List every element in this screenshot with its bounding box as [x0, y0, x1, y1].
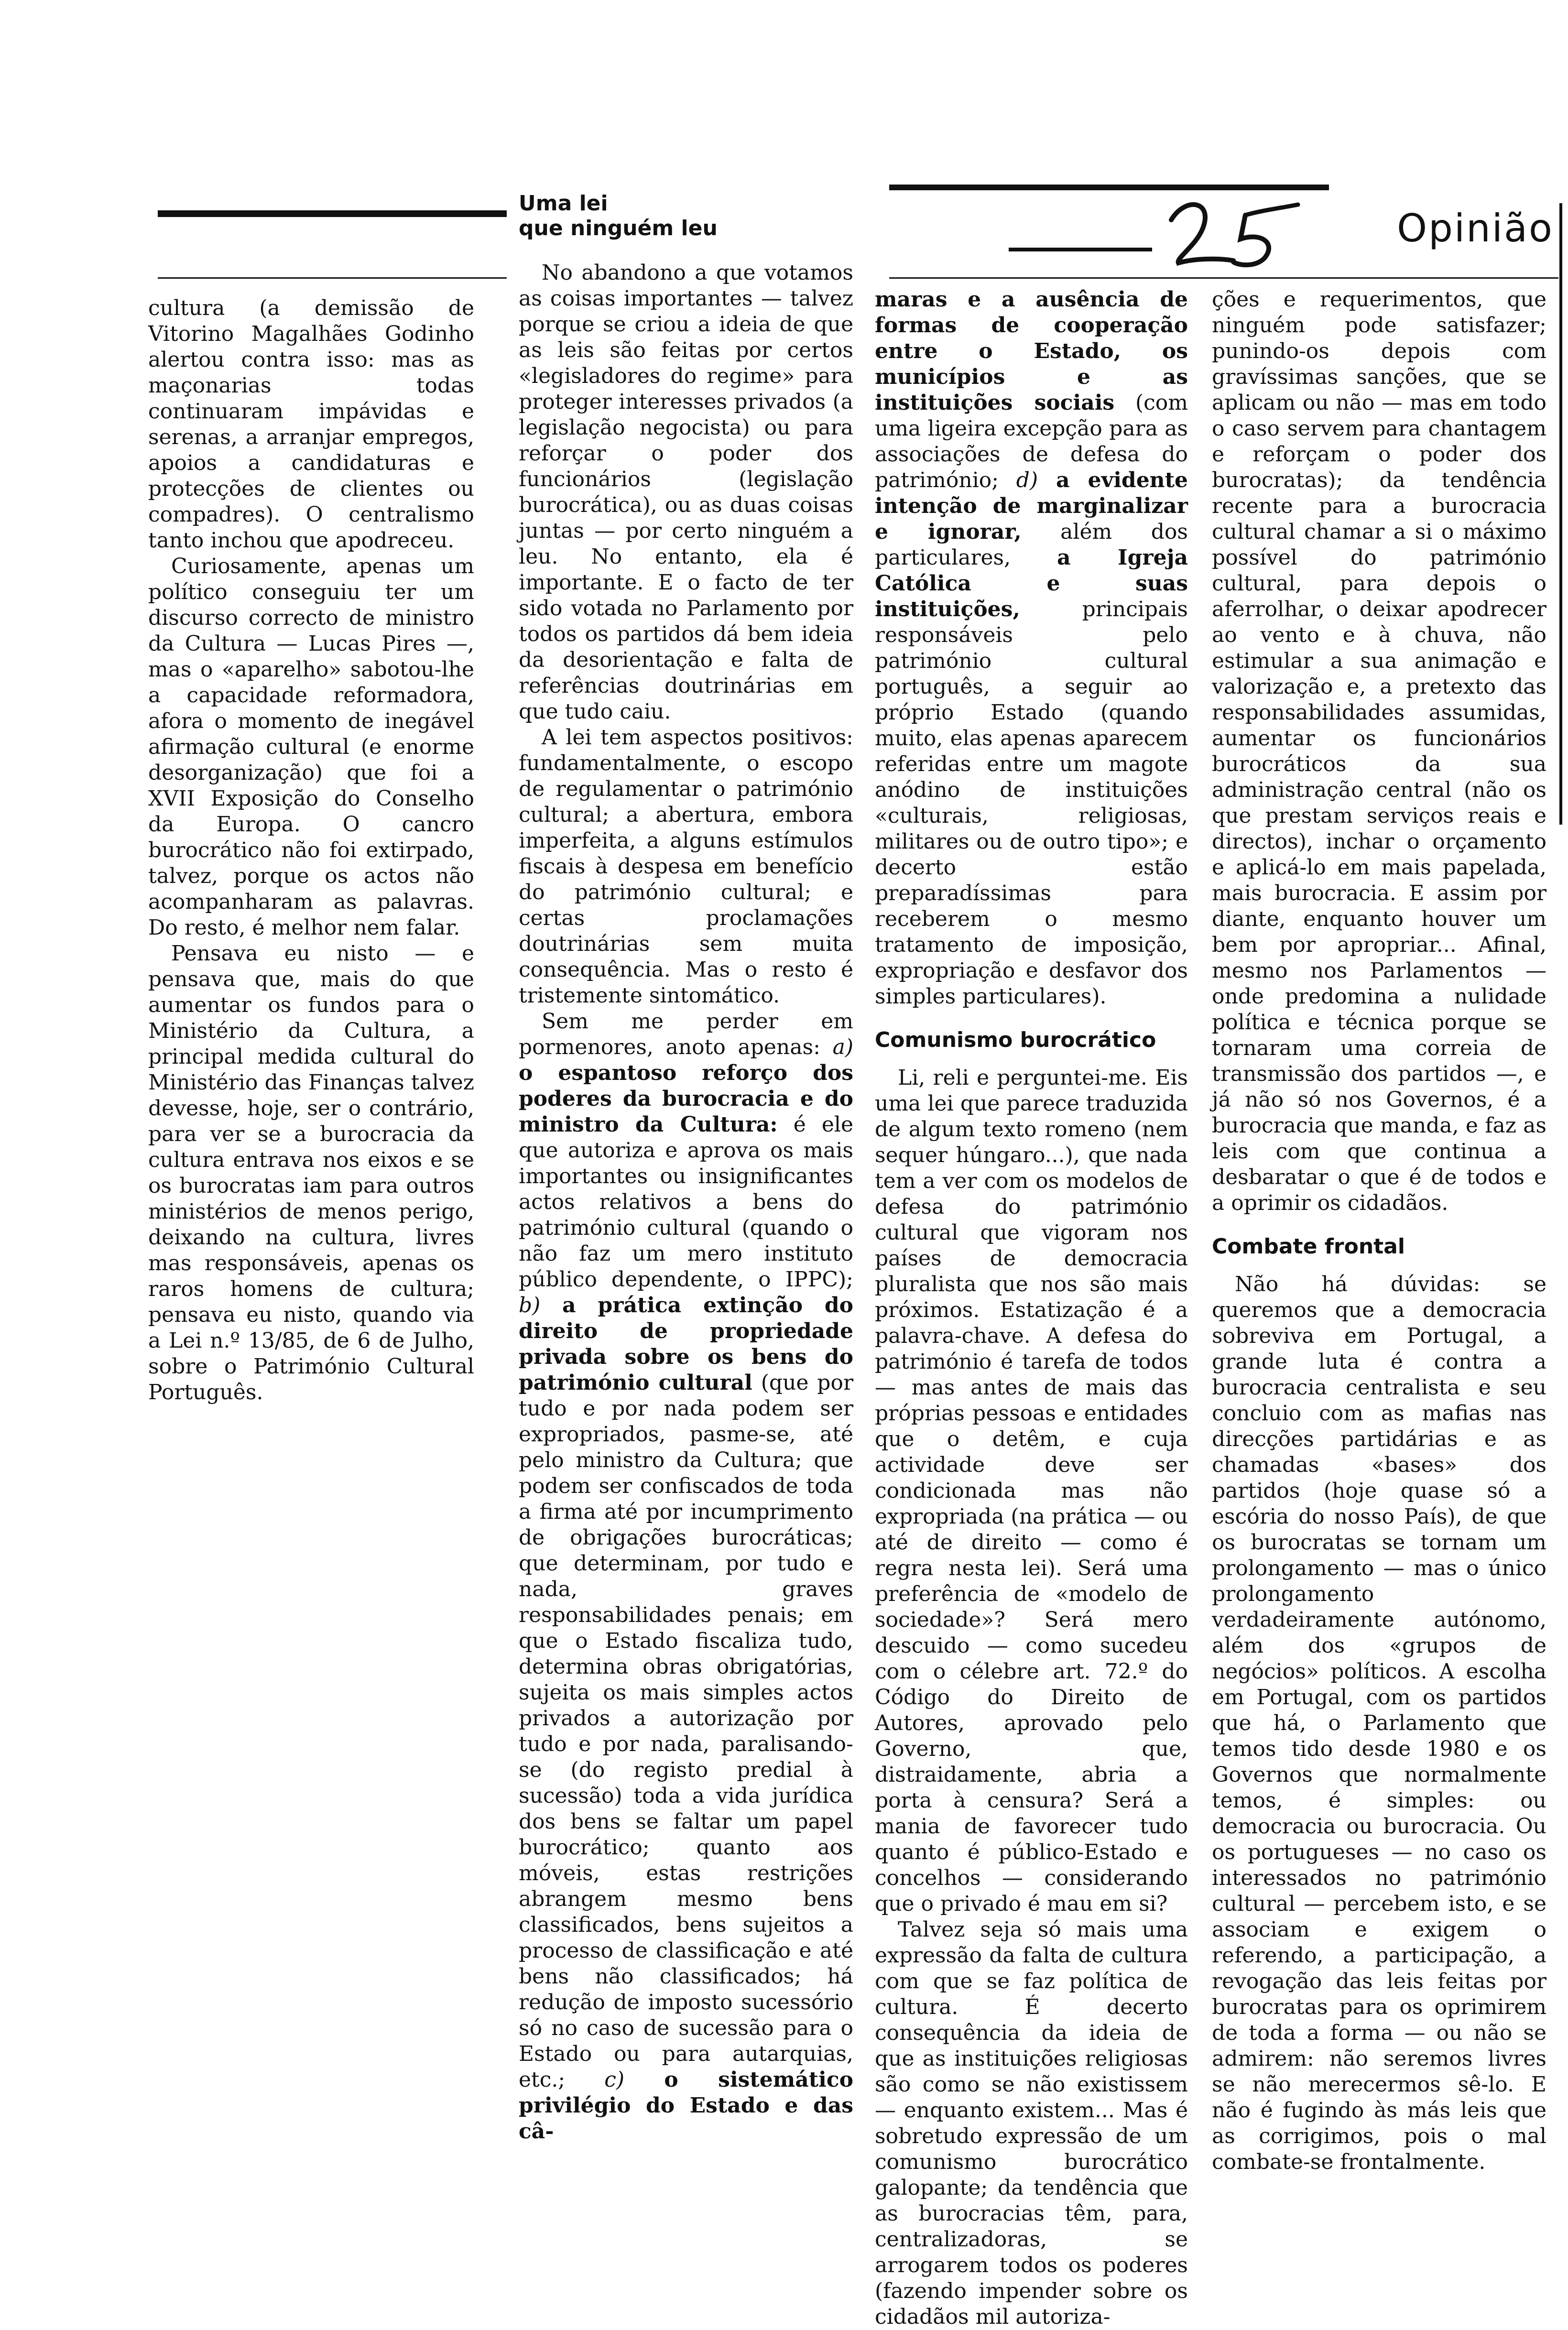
handwritten-page-number [1157, 186, 1300, 272]
section-divider [1559, 203, 1562, 825]
col3-p1-bold-f: a Igreja Católica e suas instituições, [875, 545, 1188, 621]
col3-p1-bold-d: a evidente intenção de marginalizar e ignorar, [875, 468, 1188, 544]
section-title: Opinião [1397, 206, 1554, 250]
header-thin-rule-right [889, 277, 1558, 279]
col2-paragraph-1: No abandono a que votamos as coisas importantes — talvez porque se criou a ideia de que as leis são feitas por certos «legisladores do regime» para proteger interesses privados (a legislação negocista) ou para reforçar o poder dos funcionários (legislação burocrática), ou as duas coisas juntas — por certo ninguém a leu. No entanto, ela é importante. E o facto de ter sido votada no Parlamento por todos os partidos dá bem ideia da desorientação e falta de referências doutrinárias em que tudo caiu. [519, 261, 853, 724]
col2-p3-text-c: é ele que autoriza e aprova os mais importantes ou insignificantes actos relativos a bens do património cultural (quando o não faz um mero instituto público dependente, o IPPC); [519, 1112, 853, 1292]
column-1 [148, 295, 474, 1405]
col3-p1-text-e: além dos particulares, [875, 520, 1188, 570]
col2-paragraph-2: A lei tem aspectos positivos: fundamentalmente, o escopo de regulamentar o património cultural; a abertura, embora imperfeita, a alguns estímulos fiscais à despesa em benefício do património cultural; e certas proclamações doutrinárias sem muita consequência. Mas o resto é tristemente sintomático. [519, 725, 853, 1008]
col3-paragraph-2: Li, reli e perguntei-me. Eis uma lei que parece traduzida de algum texto romeno (nem sequer húngaro...), que nada tem a ver com os modelos de defesa do património cultural que vigoram nos países de democracia pluralista que nos são mais próximos. Estatização é a palavra-chave. A defesa do património é tarefa de todos — mas antes de mais das próprias pessoas e entidades que o detêm, e cuja actividade deve ser condicionada mas não expropriada (na prática — ou até de direito — como é regra nesta lei). Será uma preferência de «modelo de sociedade»? Será mero descuido — como sucedeu com o célebre art. 72.º do Código do Direito de Autores, aprovado pelo Governo, que, distraidamente, abria a porta à censura? Será a mania de favorecer tudo quanto é público-Estado e concelhos — considerando que o privado é mau em si? [875, 1066, 1188, 1916]
list-label-a: a) [832, 1035, 853, 1059]
article-subheading-2: Comunismo burocrático [875, 1028, 1156, 1052]
header-thin-rule-left [158, 277, 507, 279]
col3-paragraph-1 [875, 287, 1188, 1010]
list-label-b: b) [519, 1293, 541, 1317]
header-rule-left [158, 210, 507, 217]
article-subheading-3: Combate frontal [1212, 1234, 1405, 1259]
col2-p3-text-f: (que por tudo e por nada podem ser expropriados, pasme-se, até pelo ministro da Cultura; que podem ser confiscados de toda a firma até por incumprimento de obrigações burocráticas; que determinam, por tudo e nada, graves responsabilidades penais; em que o Estado fiscaliza tudo, determina obras obrigatórias, sujeita os mais simples actos privados a autorização por tudo e por nada, paralisando-se (do registo predial à sucessão) toda a vida jurídica dos bens se faltar um papel burocrático; quanto aos móveis, estas restrições abrangem mesmo bens classificados, bens sujeitos a processo de classificação e até bens não classificados; há redução de imposto sucessório só no caso de sucessão para o Estado ou para autarquias, etc.; [519, 1371, 853, 2092]
col2-p3-bold-e: a prática extinção do direito de propriedade privada sobre os bens do património cultural [519, 1293, 853, 1395]
col3-p1-text-g: principais responsáveis pelo património cultural português, a seguir ao próprio Estado (quando muito, elas apenas aparecem referidas entre um magote anódino de instituições «culturais, religiosas, militares ou de outro tipo»; e decerto estão preparadíssimas para receberem o mesmo tratamento de imposição, expropriação e desfavor dos simples particulares). [875, 597, 1188, 1009]
col1-paragraph-1: cultura (a demissão de Vitorino Magalhães Godinho alertou contra isso: mas as maçonarias todas continuaram impávidas e serenas, a arranjar empregos, apoios a candidaturas e protecções de clientes ou compadres). O centralismo tanto inchou que apodreceu. [148, 296, 474, 553]
col2-p3-text-a: Sem me perder em pormenores, anoto apenas: [519, 1009, 853, 1059]
col4-paragraph-2: Não há dúvidas: se queremos que a democracia sobreviva em Portugal, a grande luta é contra a burocracia centralista e seu concluio com as mafias nas direcções partidárias e as chamadas «bases» dos partidos (hoje quase só a escória do nosso País), de que os burocratas se tornam um prolongamento — mas o único prolongamento verdadeiramente autónomo, além dos «grupos de negócios» políticos. A escolha em Portugal, com os partidos que há, o Parlamento que temos tido desde 1980 e os Governos que normalmente temos, é simples: ou democracia ou burocracia. Ou os portugueses — no caso os interessados no património cultural — percebem isto, e se associam e exigem o referendo, a participação, a revogação das leis feitas por burocratas para os oprimirem de toda a forma — ou não se admirem: não seremos livres se não merecermos sê-lo. E não é fugindo às más leis que as corrigimos, pois o mal combate-se frontalmente. [1212, 1272, 1546, 2174]
col1-paragraph-3: Pensava eu nisto — e pensava que, mais do que aumentar os fundos para o Ministério da Cultura, a principal medida cultural do Ministério das Finanças talvez devesse, hoje, ser o contrário, para ver se a burocracia da cultura entrava nos eixos e se os burocratas iam para outros ministérios de menos perigo, deixando na cultura, livres mas responsáveis, apenas os raros homens de cultura; pensava eu nisto, quando via a Lei n.º 13/85, de 6 de Julho, sobre o Património Cultural Português. [148, 941, 474, 1405]
heading-line-2: que ninguém leu [519, 216, 718, 240]
column-2 [519, 191, 853, 2145]
column-4 [1212, 287, 1546, 2175]
list-label-c: c) [604, 2068, 625, 2092]
col1-paragraph-2: Curiosamente, apenas um político conseguiu ter um discurso correcto de ministro da Cultura — Lucas Pires —, mas o «aparelho» sabotou-lhe a capacidade reformadora, afora o momento de inegável afirmação cultural (e enorme desorganização) que foi a XVII Exposição do Conselho da Europa. O cancro burocrático não foi extirpado, talvez, porque os actos não acompanharam as palavras. Do resto, é melhor nem falar. [148, 554, 474, 940]
col3-paragraph-3: Talvez seja só mais uma expressão da falta de cultura com que se faz política de cultura. É decerto consequência da ideia de que as instituições religiosas são como se não existissem — enquanto existem... Mas é sobretudo expressão de um comunismo burocrático galopante; da tendência que as burocracias têm, para, centralizadoras, se arrogarem todos os poderes (fazendo impender sobre os cidadãos mil autoriza- [875, 1917, 1188, 2329]
header-rule-right-lower [1009, 248, 1152, 251]
col2-p3-bold-b: o espantoso reforço dos poderes da burocracia e do ministro da Cultura: [519, 1061, 853, 1137]
heading-line-1: Uma lei [519, 191, 608, 216]
col4-paragraph-1: ções e requerimentos, que ninguém pode satisfazer; punindo-os depois com gravíssimas sanções, que se aplicam ou não — mas em todo o caso servem para chantagem e reforçam o poder dos burocratas); da tendência recente para a burocracia cultural chamar a si o máximo possível do património cultural, para depois o aferrolhar, o deixar apodrecer ao vento e à chuva, não estimular a sua animação e valorização e, a pretexto das responsabilidades assumidas, aumentar os funcionários burocráticos da sua administração central (não os que prestam serviços reais e directos), inchar o orçamento e aplicá-lo em mais papelada, mais burocracia. E assim por diante, enquanto houver um bem por apropriar... Afinal, mesmo nos Parlamentos — onde predomina a nulidade política e técnica porque se tornaram uma correia de transmissão dos partidos —, e já não só nos Governos, é a burocracia que manda, e faz as leis com que continua a desbaratar o que é de todos e a oprimir os cidadãos. [1212, 287, 1546, 1215]
col3-p1-bold-a: maras e a ausência de formas de cooperação entre o Estado, os municípios e as instituições sociais [875, 287, 1188, 415]
col2-paragraph-3 [519, 1009, 853, 2145]
col2-p3-bold-h: o sistemático privilégio do Estado e das câ- [519, 2068, 853, 2144]
col3-p1-text-b: (com uma ligeira excepção para as associações de defesa do património; [875, 391, 1188, 492]
article-subheading-1 [519, 191, 853, 241]
list-label-d: d) [1016, 468, 1038, 492]
column-3 [875, 287, 1188, 2330]
